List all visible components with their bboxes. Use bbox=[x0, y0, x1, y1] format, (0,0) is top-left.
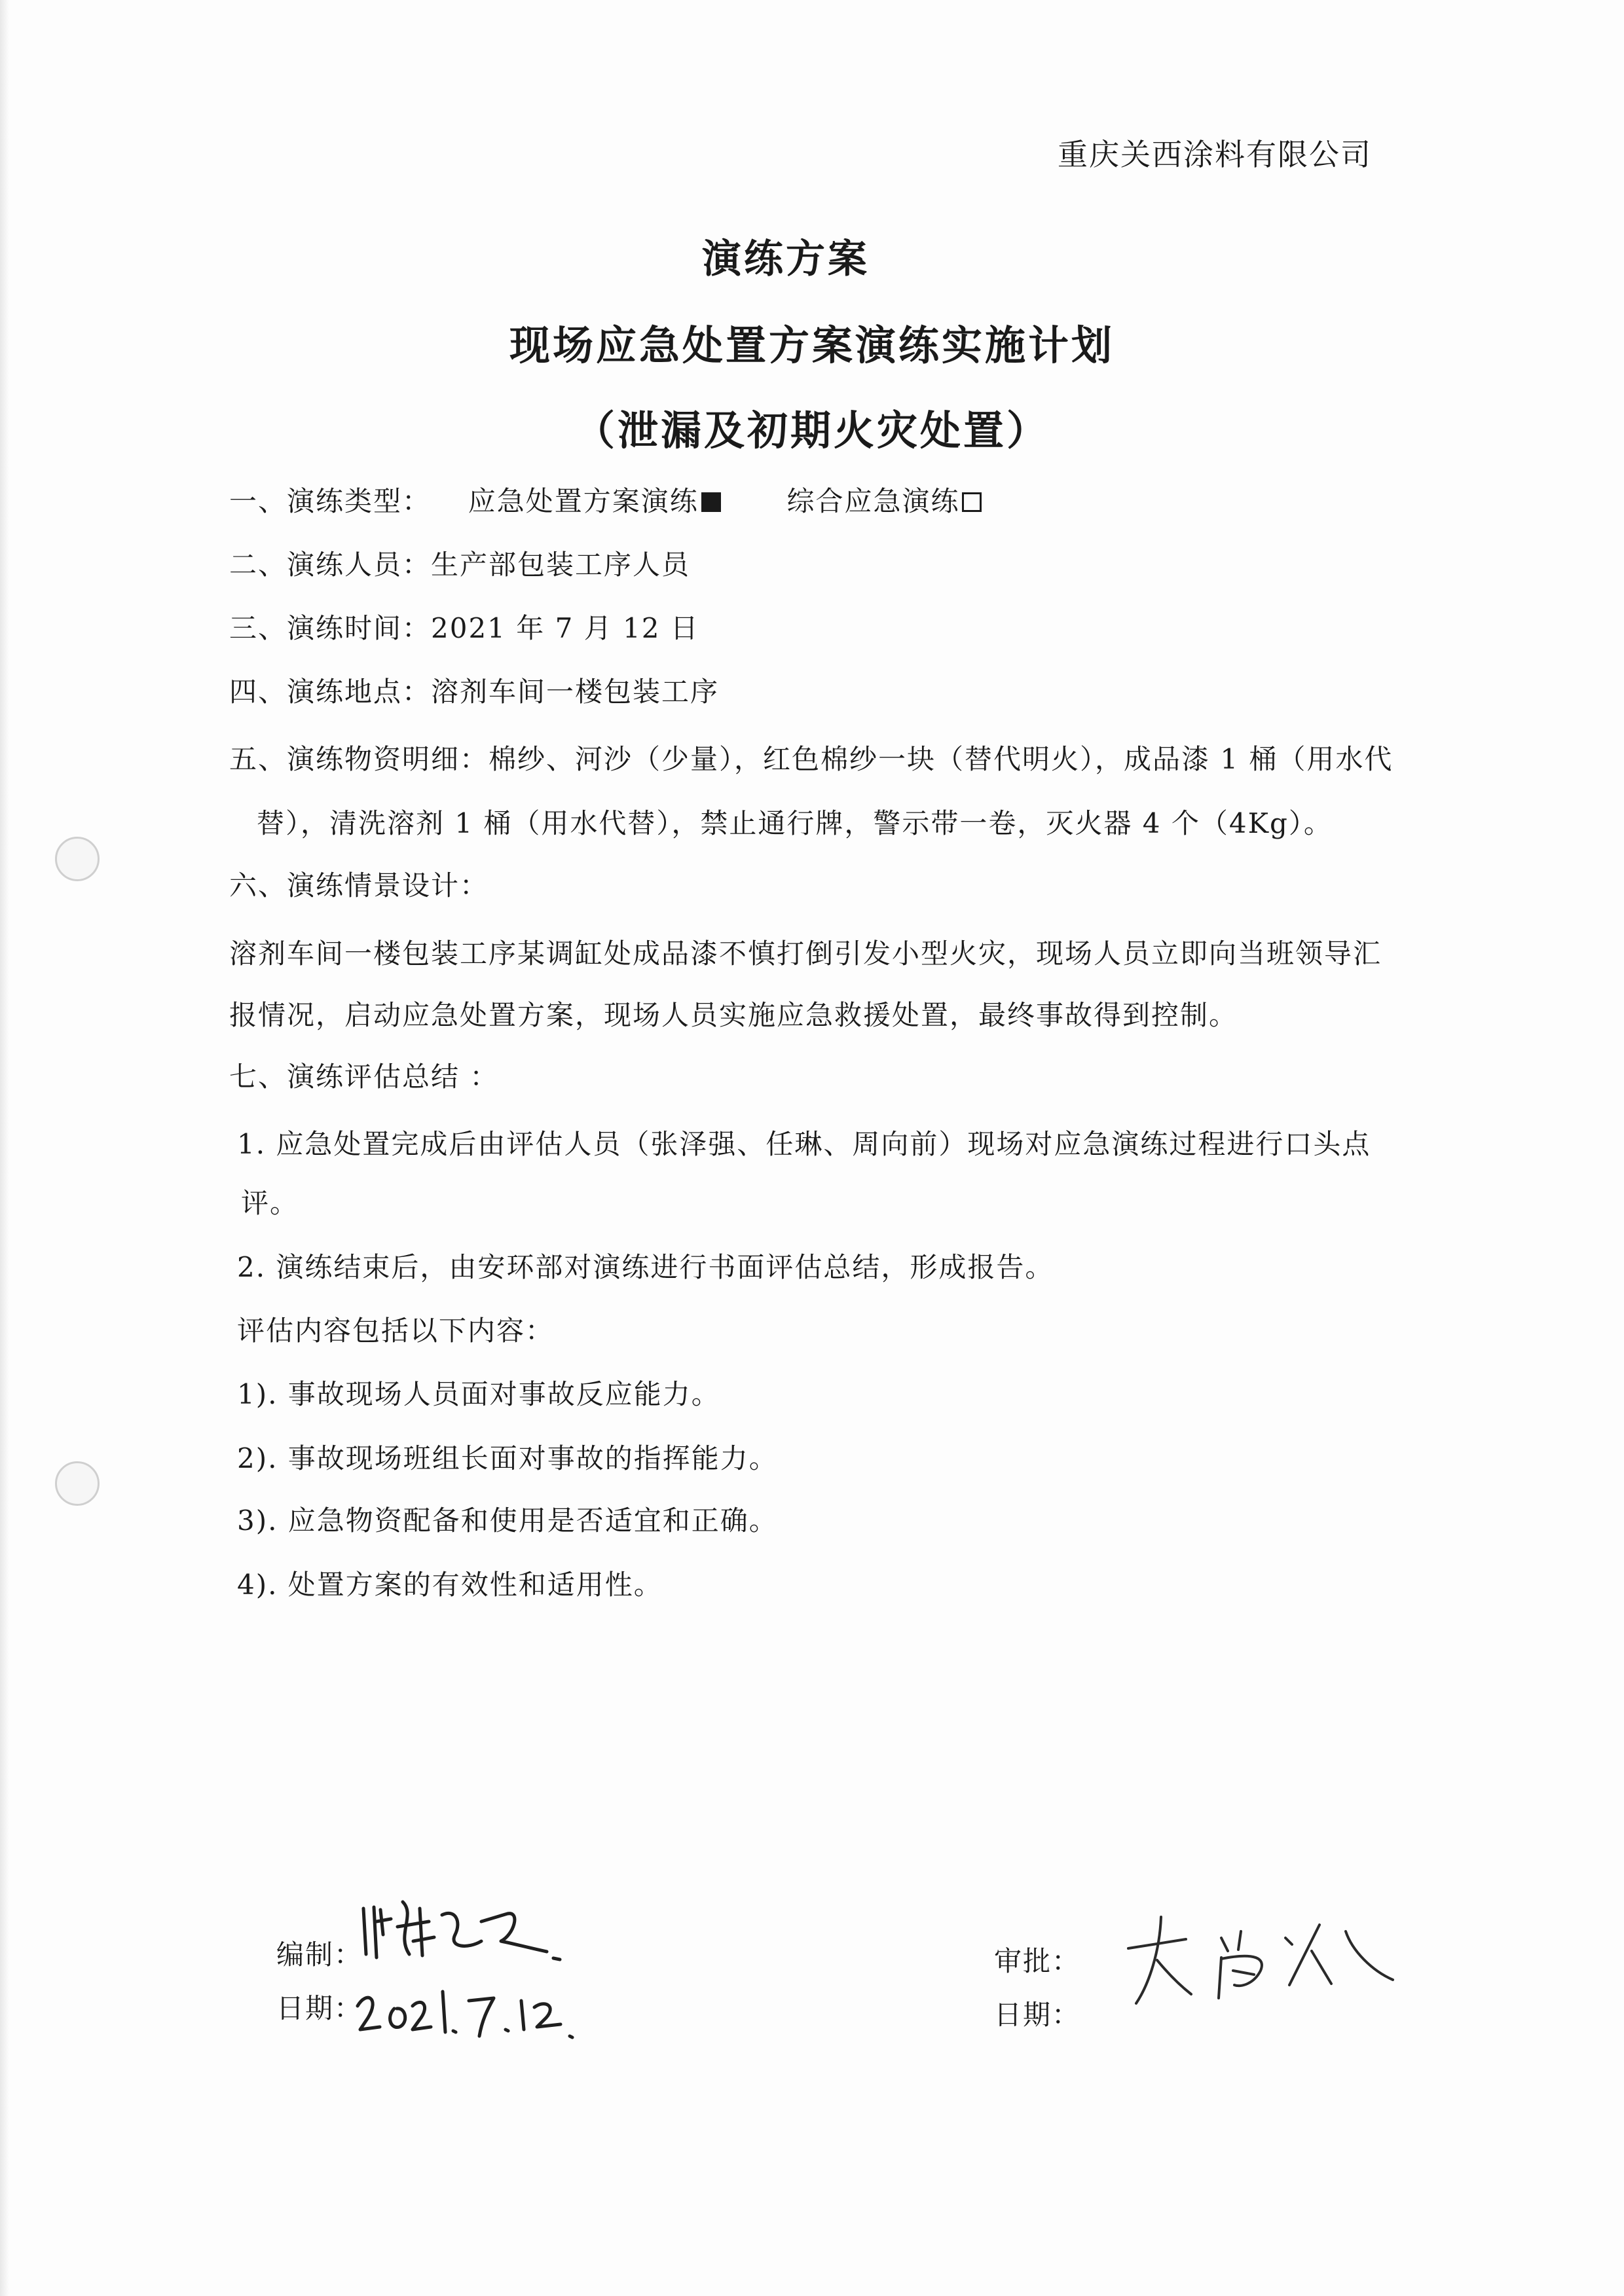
compiler-signature bbox=[357, 1895, 566, 1967]
doc-subtitle: 现场应急处置方案演练实施计划 bbox=[509, 321, 1115, 369]
eval-item1-line1: 1. 应急处置完成后由评估人员（张泽强、任琳、周向前）现场对应急演练过程进行口头点 bbox=[237, 1128, 1371, 1160]
section-scenario-heading: 六、演练情景设计： bbox=[229, 869, 489, 902]
eval-item2: 2. 演练结束后，由安环部对演练进行书面评估总结，形成报告。 bbox=[237, 1251, 1054, 1283]
checkbox-checked-icon bbox=[701, 492, 721, 512]
doc-title: 演练方案 bbox=[702, 236, 870, 282]
compiled-by-label: 编制： bbox=[276, 1939, 363, 1971]
section-drill-type bbox=[229, 480, 982, 519]
section-evaluation-heading: 七、演练评估总结 ： bbox=[229, 1061, 499, 1093]
scenario-line1: 溶剂车间一楼包装工序某调缸处成品漆不慎打倒引发小型火灾，现场人员立即向当班领导汇 bbox=[229, 938, 1382, 970]
eval-point: 1). 事故现场人员面对事故反应能力。 bbox=[237, 1378, 720, 1410]
drill-type-label: 一、演练类型： bbox=[229, 485, 432, 517]
doc-subtitle-scope: （泄漏及初期火灾处置） bbox=[574, 407, 1050, 454]
punch-hole-top bbox=[55, 837, 100, 881]
section-materials-line2: 替），清洗溶剂 1 桶（用水代替），禁止通行牌，警示带一卷，灭火器 4 个（4Kg）。 bbox=[257, 807, 1333, 839]
approver-signature bbox=[1123, 1912, 1398, 2010]
checkbox-empty-icon bbox=[962, 492, 982, 512]
eval-point: 3). 应急物资配备和使用是否适宜和正确。 bbox=[237, 1504, 778, 1537]
approved-by-label: 审批： bbox=[994, 1945, 1081, 1977]
section-time: 三、演练时间：2021 年 7 月 12 日 bbox=[229, 612, 699, 644]
section-personnel: 二、演练人员：生产部包装工序人员 bbox=[229, 549, 691, 581]
section-location: 四、演练地点：溶剂车间一楼包装工序 bbox=[229, 676, 720, 708]
eval-point: 2). 事故现场班组长面对事故的指挥能力。 bbox=[237, 1442, 778, 1474]
company-name: 重庆关西涂料有限公司 bbox=[1058, 137, 1372, 172]
compiled-date-handwritten bbox=[354, 1984, 576, 2043]
eval-point: 4). 处置方案的有效性和适用性。 bbox=[237, 1569, 663, 1601]
punch-hole-bottom bbox=[55, 1461, 100, 1506]
eval-content-intro: 评估内容包括以下内容： bbox=[237, 1315, 555, 1347]
scenario-line2: 报情况，启动应急处置方案，现场人员实施应急救援处置，最终事故得到控制。 bbox=[229, 999, 1238, 1031]
section-materials-line1: 五、演练物资明细：棉纱、河沙（少量），红色棉纱一块（替代明火），成品漆 1 桶（用水代 bbox=[229, 743, 1393, 775]
compiled-date-label: 日期： bbox=[276, 1992, 363, 2024]
drill-type-option-2: 综合应急演练 bbox=[786, 485, 960, 517]
drill-type-option-1: 应急处置方案演练 bbox=[468, 485, 699, 517]
eval-item1-line2: 评。 bbox=[241, 1187, 299, 1219]
approved-date-label: 日期： bbox=[994, 1999, 1081, 2031]
